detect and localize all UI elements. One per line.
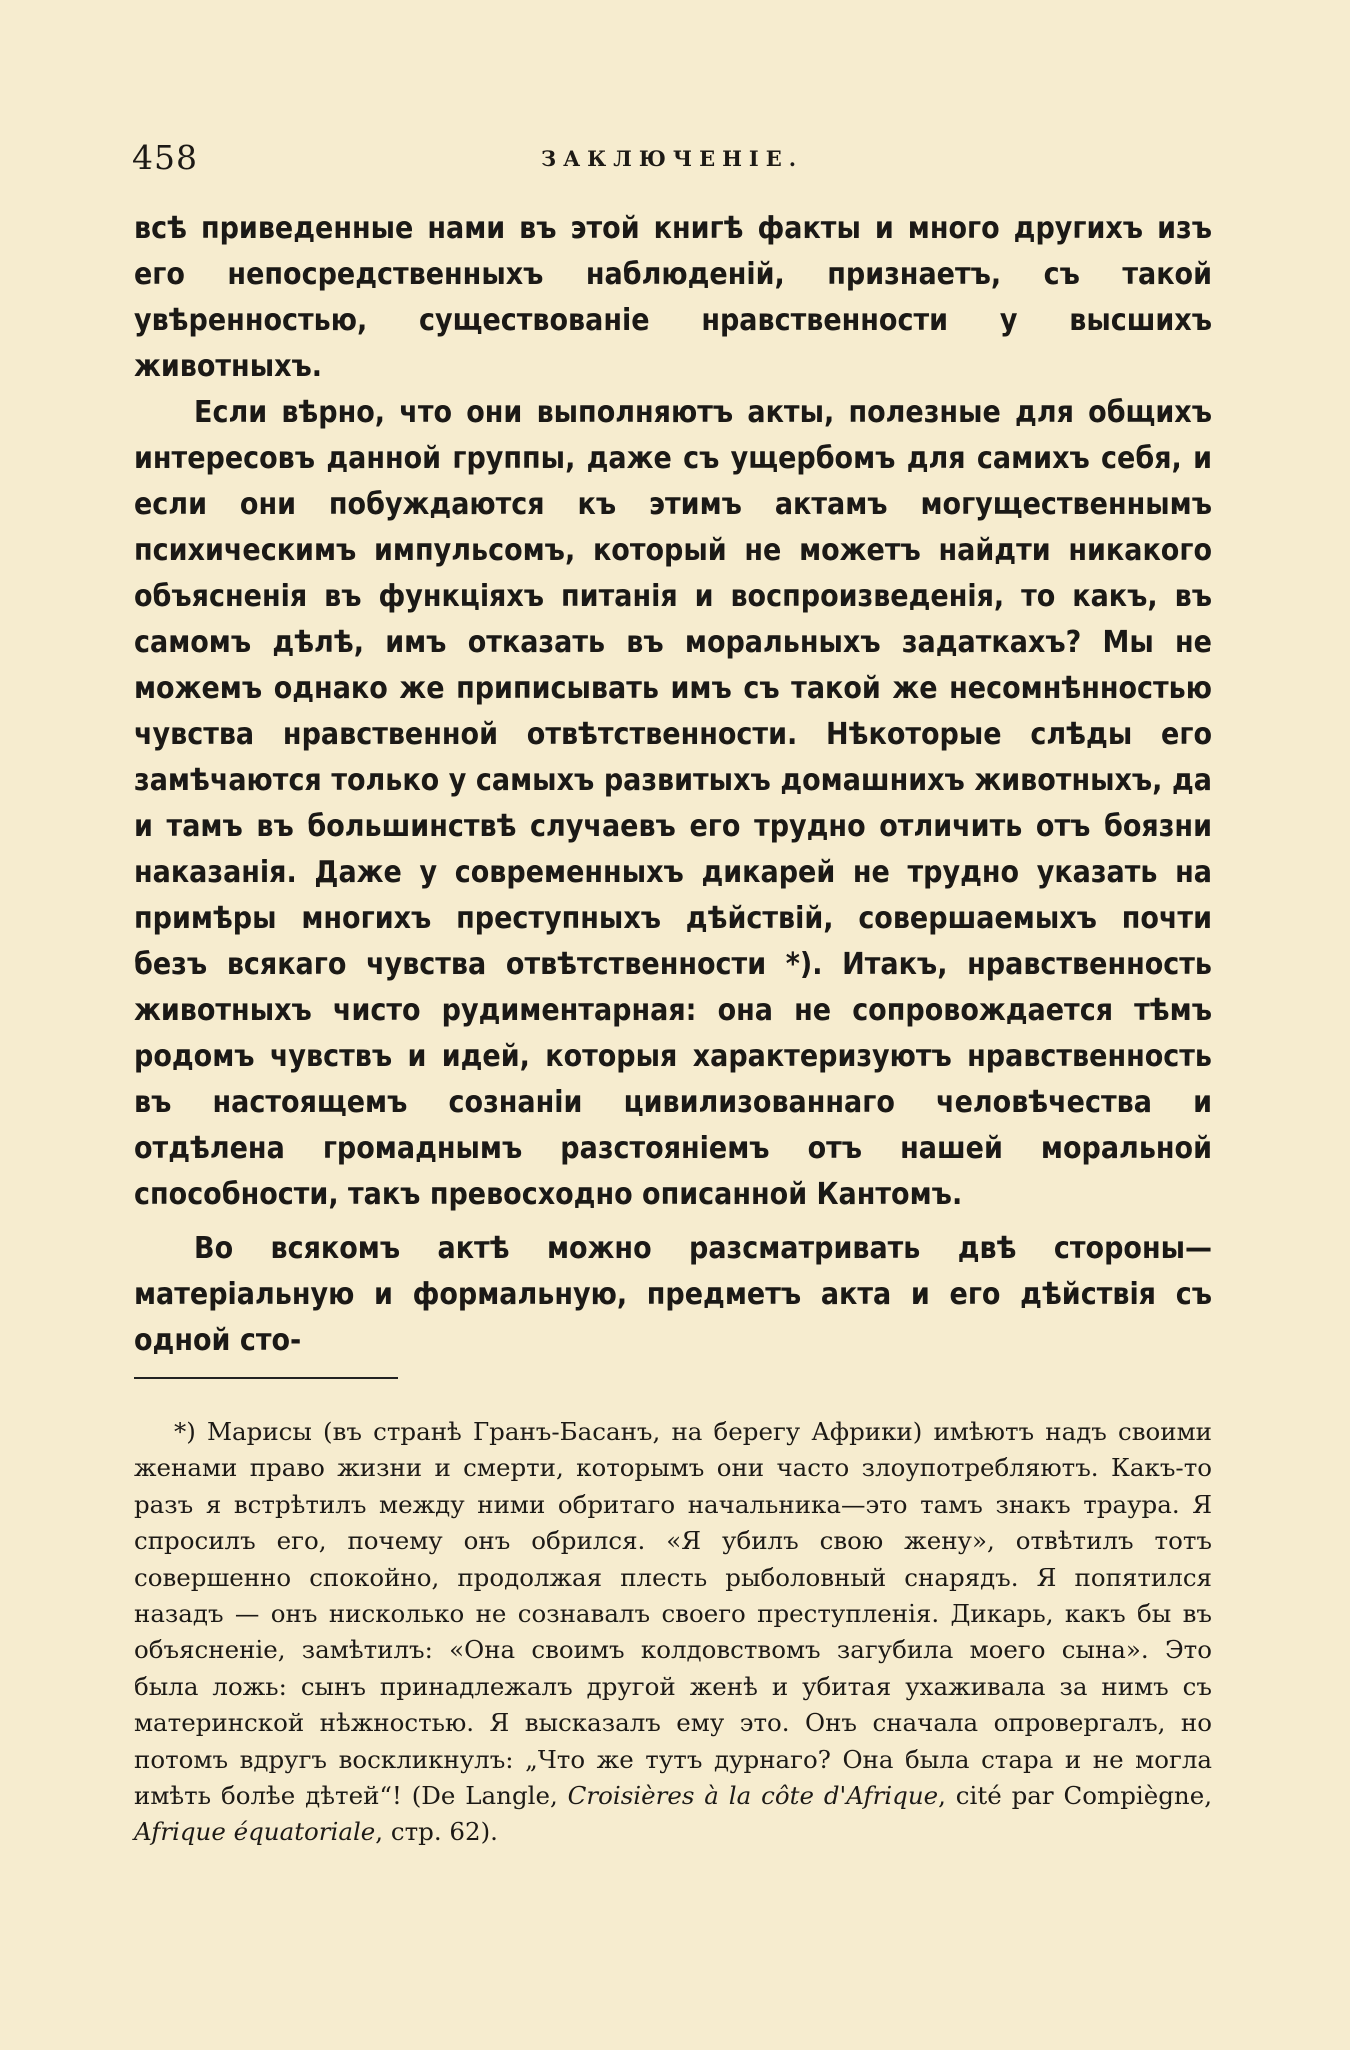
paragraph: Если вѣрно, что они выполняютъ акты, полезные для общихъ интересовъ данной группы, даже съ ущербомъ для самихъ себя, и если они побуждаются къ этимъ актамъ могущественнымъ психическимъ импульсомъ, который не можетъ найдти никакого объясненія въ функціяхъ питанія и воспроизведенія, то какъ, въ самомъ дѣлѣ, имъ отказать въ моральныхъ задаткахъ? Мы не можемъ однако же приписывать имъ съ такой же несомнѣнностью чувства нравственной отвѣтственности. Нѣкоторые слѣды его замѣчаются только у самыхъ развитыхъ домашнихъ животныхъ, да и тамъ въ большинствѣ случаевъ его трудно отличить отъ боязни наказанія. Даже у современныхъ дикарей не трудно указать на примѣры многихъ преступныхъ дѣйствій, совершаемыхъ почти безъ всякаго чувства отвѣтственности *). Итакъ, нравственность животныхъ чисто рудиментарная: она не сопровождается тѣмъ родомъ чувствъ и идей, которыя характеризуютъ нравственность въ настоящемъ сознаніи цивилизованнаго человѣчества и отдѣлена громаднымъ разстояніемъ отъ нашей моральной способности, такъ превосходно описанной Кантомъ. — [134, 395, 1212, 1212]
footnote-text — [134, 1414, 1212, 1851]
paragraph: всѣ приведенные нами въ этой книгѣ факты и много другихъ изъ его непосредственныхъ наблюденій, признаетъ, съ такой увѣренностью, существованіе нравственности у высшихъ животныхъ. — [134, 211, 1212, 384]
paragraph: Во всякомъ актѣ можно разсматривать двѣ стороны—матеріальную и формальную, предметъ акта и его дѣйствія съ одной сто- — [134, 1231, 1212, 1358]
running-head: ЗАКЛЮЧЕНІЕ. — [540, 146, 804, 171]
footnote-separator — [134, 1377, 398, 1379]
footnote-body: *) Марисы (въ странѣ Гранъ-Басанъ, на берегу Африки) имѣютъ надъ своими женами право жизни и смерти, которымъ они часто злоупотребляютъ. Какъ-то разъ я встрѣтилъ между ними обритаго начальника—это тамъ знакъ траура. Я спросилъ его, почему онъ обрился. «Я убилъ свою жену», отвѣтилъ тотъ совершенно спокойно, продолжая плесть рыболовный снарядъ. Я попятился назадъ — онъ нисколько не сознавалъ своего преступленія. Дикарь, какъ бы въ объясненіе, замѣтилъ: «Она своимъ колдовствомъ загубила моего сына». Это была ложь: сынъ принадлежалъ другой женѣ и убитая ухаживала за нимъ съ материнской нѣжностью. Я высказалъ ему это. Онъ сначала опровергалъ, но потомъ вдругъ воскликнулъ: „Что же тутъ дурнаго? Она была стара и не могла имѣть болѣе дѣтей“! (De Langle, — [134, 1417, 1212, 1811]
footnote-source-title: Croisières à la côte d'Afrique — [567, 1781, 939, 1811]
page-number: 458 — [132, 138, 198, 177]
footnote-page-ref: , стр. 62). — [375, 1817, 498, 1847]
page-header — [132, 138, 1212, 178]
main-text — [134, 206, 1212, 1364]
footnote-source-title-2: Afrique équatoriale — [134, 1817, 376, 1847]
footnote-citation: , cité par Compiègne, — [938, 1781, 1212, 1811]
footnote — [134, 1414, 1212, 1851]
